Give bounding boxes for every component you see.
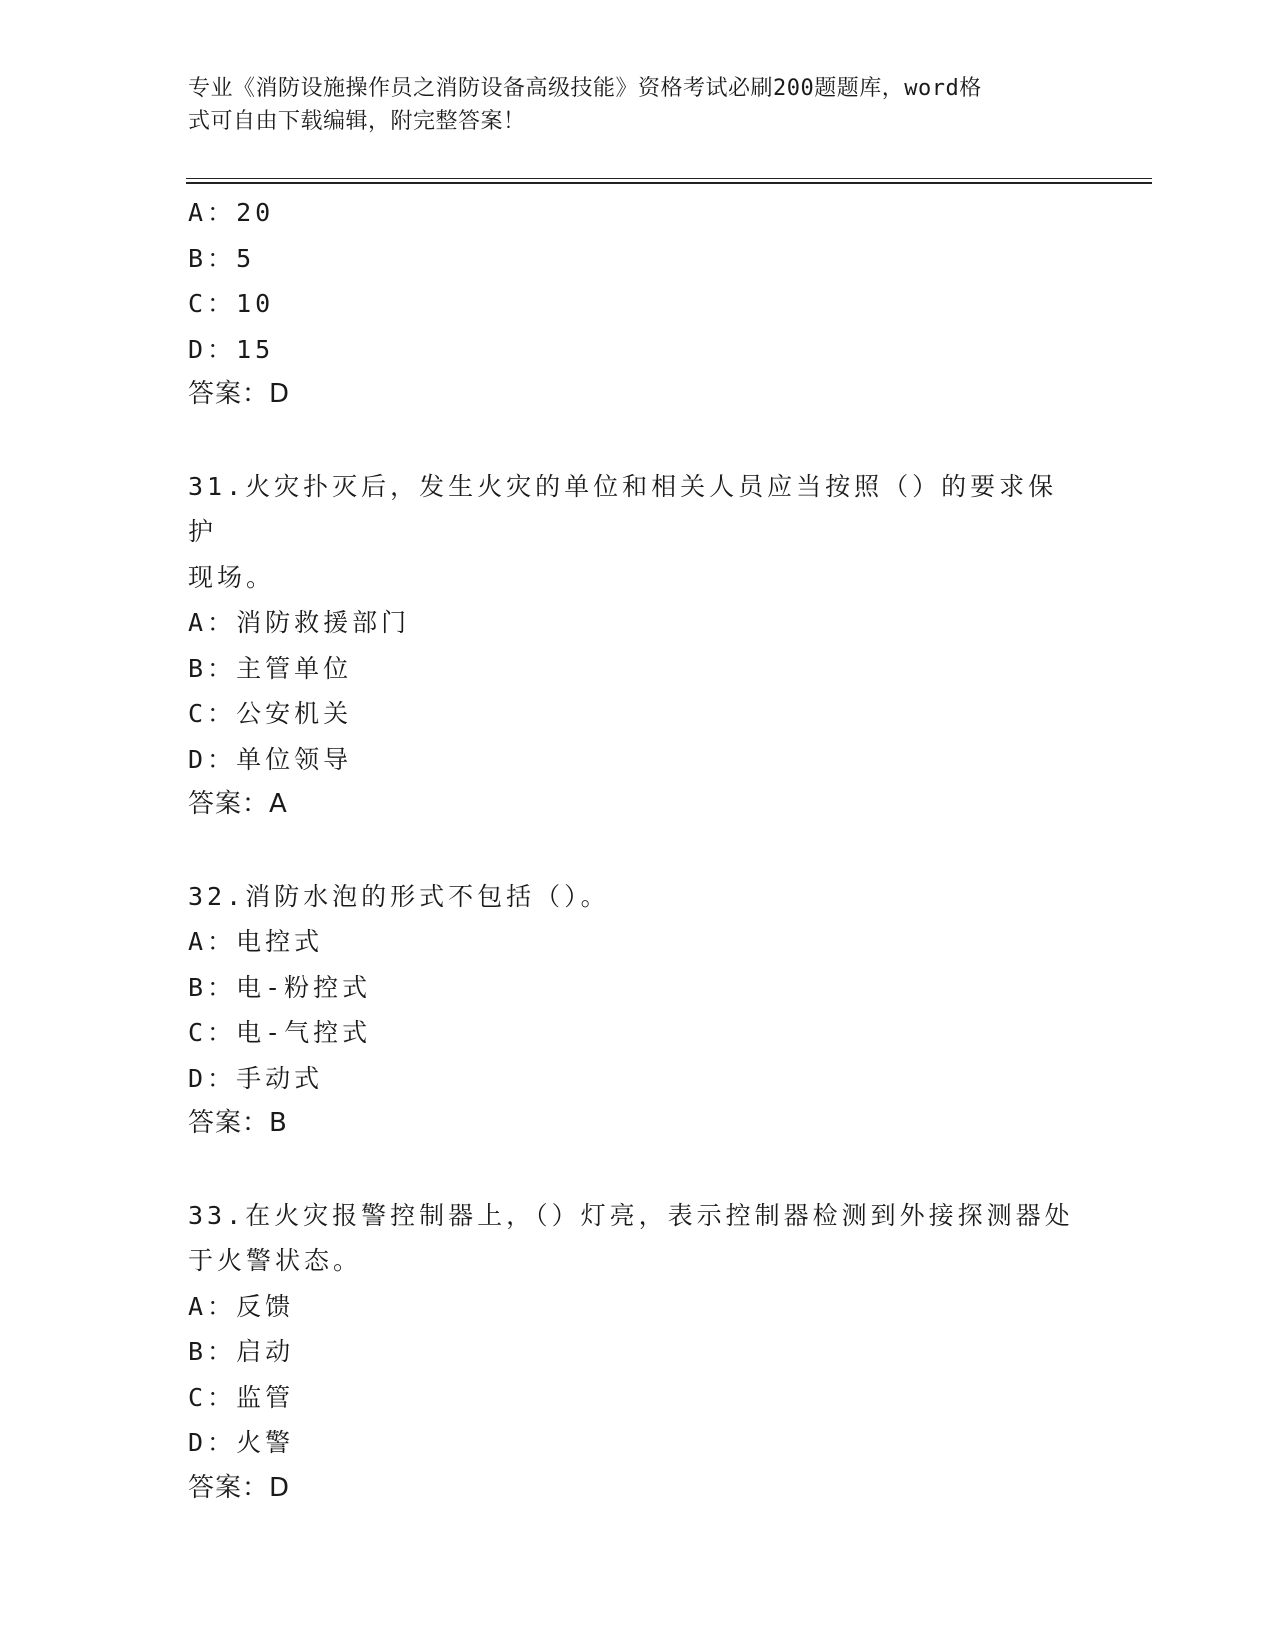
option-text: 10 xyxy=(236,289,275,318)
option-text: 消防救援部门 xyxy=(236,608,411,637)
header-rule-thick xyxy=(186,182,1152,184)
option-letter: C： xyxy=(188,699,237,728)
option-letter: B： xyxy=(188,243,237,273)
option-text: 启动 xyxy=(236,1337,295,1366)
option-text: 15 xyxy=(236,334,275,364)
option-a xyxy=(188,919,1088,965)
option-d xyxy=(188,1420,1088,1466)
question-33 xyxy=(188,1193,1088,1512)
question-31 xyxy=(188,464,1088,828)
question-stem xyxy=(188,874,1078,920)
option-letter: C： xyxy=(188,289,237,318)
option-letter: A： xyxy=(188,608,237,637)
option-letter: A： xyxy=(188,1291,237,1321)
option-letter: C： xyxy=(188,1382,237,1412)
partial-question xyxy=(188,190,1088,418)
option-text: 电-粉控式 xyxy=(236,972,372,1002)
option-b xyxy=(188,236,1088,282)
option-d xyxy=(188,737,1088,783)
option-letter: D： xyxy=(188,1428,237,1457)
stem-line: 33.在火灾报警控制器上，（）灯亮，表示控制器检测到外接探测器处 xyxy=(188,1200,1074,1230)
option-c xyxy=(188,1010,1088,1056)
option-b xyxy=(188,646,1088,692)
option-text: 反馈 xyxy=(236,1291,295,1321)
stem-line: 32.消防水泡的形式不包括（）。 xyxy=(188,881,610,911)
answer-line: 答案：D xyxy=(188,379,291,409)
option-b xyxy=(188,965,1088,1011)
option-b xyxy=(188,1329,1088,1375)
answer-line: 答案：D xyxy=(188,1472,291,1503)
option-text: 20 xyxy=(236,198,275,227)
question-32 xyxy=(188,874,1088,1147)
option-letter: D： xyxy=(188,744,237,774)
option-text: 5 xyxy=(236,243,256,273)
header-line-1: 专业《消防设施操作员之消防设备高级技能》资格考试必刷200题题库，word格 xyxy=(188,76,982,101)
option-letter: A： xyxy=(188,198,237,227)
option-a xyxy=(188,600,1088,646)
option-letter: C： xyxy=(188,1018,237,1047)
answer-line: 答案：B xyxy=(188,1108,288,1138)
stem-line: 现场。 xyxy=(188,562,276,592)
option-a xyxy=(188,1284,1088,1330)
option-letter: D： xyxy=(188,334,237,364)
option-c xyxy=(188,691,1088,737)
header-line-2: 式可自由下载编辑，附完整答案！ xyxy=(188,109,526,134)
option-letter: B： xyxy=(188,1337,237,1366)
option-c xyxy=(188,281,1088,327)
question-content xyxy=(188,190,1088,1511)
option-text: 电控式 xyxy=(236,927,324,956)
option-letter: B： xyxy=(188,972,237,1002)
option-text: 手动式 xyxy=(236,1063,324,1093)
option-text: 单位领导 xyxy=(236,744,353,774)
stem-line: 31.火灾扑灭后，发生火灾的单位和相关人员应当按照（）的要求保护 xyxy=(188,471,1058,546)
option-text: 电-气控式 xyxy=(236,1018,372,1047)
option-letter: A： xyxy=(188,927,237,956)
option-text: 主管单位 xyxy=(236,653,353,683)
option-a xyxy=(188,190,1088,236)
option-c xyxy=(188,1375,1088,1421)
option-text: 火警 xyxy=(236,1428,295,1457)
header-rule-thin xyxy=(186,178,1152,179)
option-d xyxy=(188,1056,1088,1102)
option-text: 公安机关 xyxy=(236,699,353,728)
option-letter: B： xyxy=(188,653,237,683)
answer-line: 答案：A xyxy=(188,789,288,819)
question-stem xyxy=(188,464,1078,601)
stem-line: 于火警状态。 xyxy=(188,1246,363,1275)
option-letter: D： xyxy=(188,1063,237,1093)
question-stem xyxy=(188,1193,1078,1284)
option-d xyxy=(188,327,1088,373)
option-text: 监管 xyxy=(236,1382,295,1412)
document-header xyxy=(188,72,1068,138)
